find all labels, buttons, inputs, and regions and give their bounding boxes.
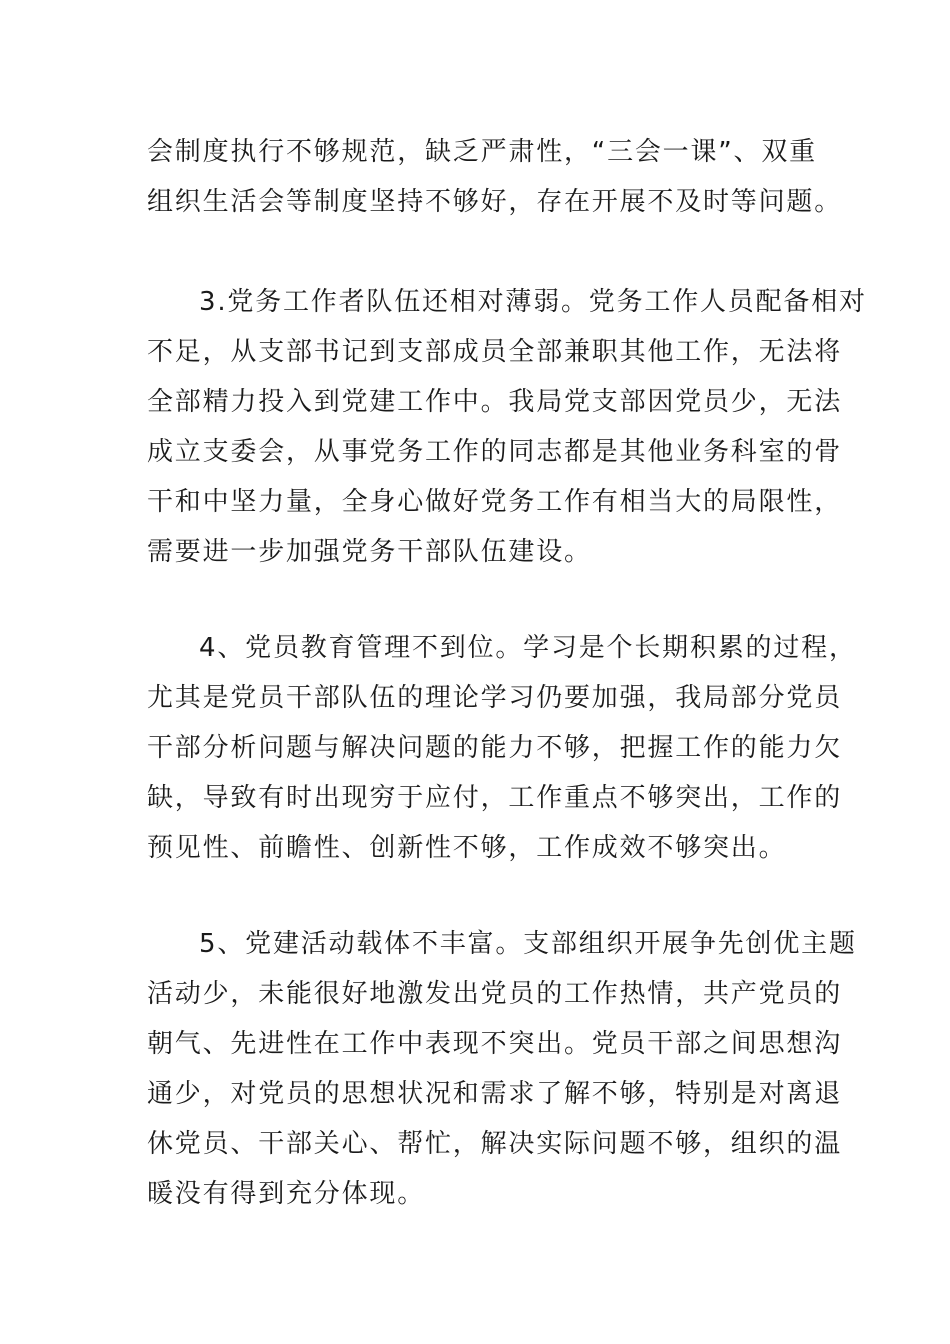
text-line: 尤其是党员干部队伍的理论学习仍要加强，我局部分党员	[147, 683, 843, 713]
text-line: 成立支委会，从事党务工作的同志都是其他业务科室的骨	[147, 437, 843, 467]
text-line: 朝气、先进性在工作中表现不突出。党员干部之间思想沟	[147, 1029, 843, 1059]
text-line: 预见性、前瞻性、创新性不够，工作成效不够突出。	[147, 833, 787, 863]
text-line: 4、党员教育管理不到位。学习是个长期积累的过程，	[199, 633, 857, 663]
text-line: 通少，对党员的思想状况和需求了解不够，特别是对离退	[147, 1079, 843, 1109]
text-line: 会制度执行不够规范，缺乏严肃性，“三会一课”、双重	[147, 137, 817, 167]
text-line: 休党员、干部关心、帮忙，解决实际问题不够，组织的温	[147, 1129, 843, 1159]
text-line: 不足，从支部书记到支部成员全部兼职其他工作，无法将	[147, 337, 843, 367]
text-line: 活动少，未能很好地激发出党员的工作热情，共产党员的	[147, 979, 843, 1009]
paragraph-party-workers	[147, 277, 867, 577]
text-line: 需要进一步加强党务干部队伍建设。	[147, 537, 592, 567]
text-line: 暖没有得到充分体现。	[147, 1179, 426, 1209]
text-line: 5、党建活动载体不丰富。支部组织开展争先创优主题	[199, 929, 857, 959]
text-line: 3.党务工作者队伍还相对薄弱。党务工作人员配备相对	[199, 287, 867, 317]
text-line: 组织生活会等制度坚持不够好，存在开展不及时等问题。	[147, 187, 843, 217]
text-line: 干部分析问题与解决问题的能力不够，把握工作的能力欠	[147, 733, 843, 763]
paragraph-member-education	[147, 623, 857, 873]
text-line: 全部精力投入到党建工作中。我局党支部因党员少，无法	[147, 387, 843, 417]
paragraph-meeting-system	[147, 127, 843, 227]
paragraph-party-activities	[147, 919, 857, 1219]
text-line: 干和中坚力量，全身心做好党务工作有相当大的局限性，	[147, 487, 843, 517]
text-line: 缺，导致有时出现穷于应付，工作重点不够突出，工作的	[147, 783, 843, 813]
